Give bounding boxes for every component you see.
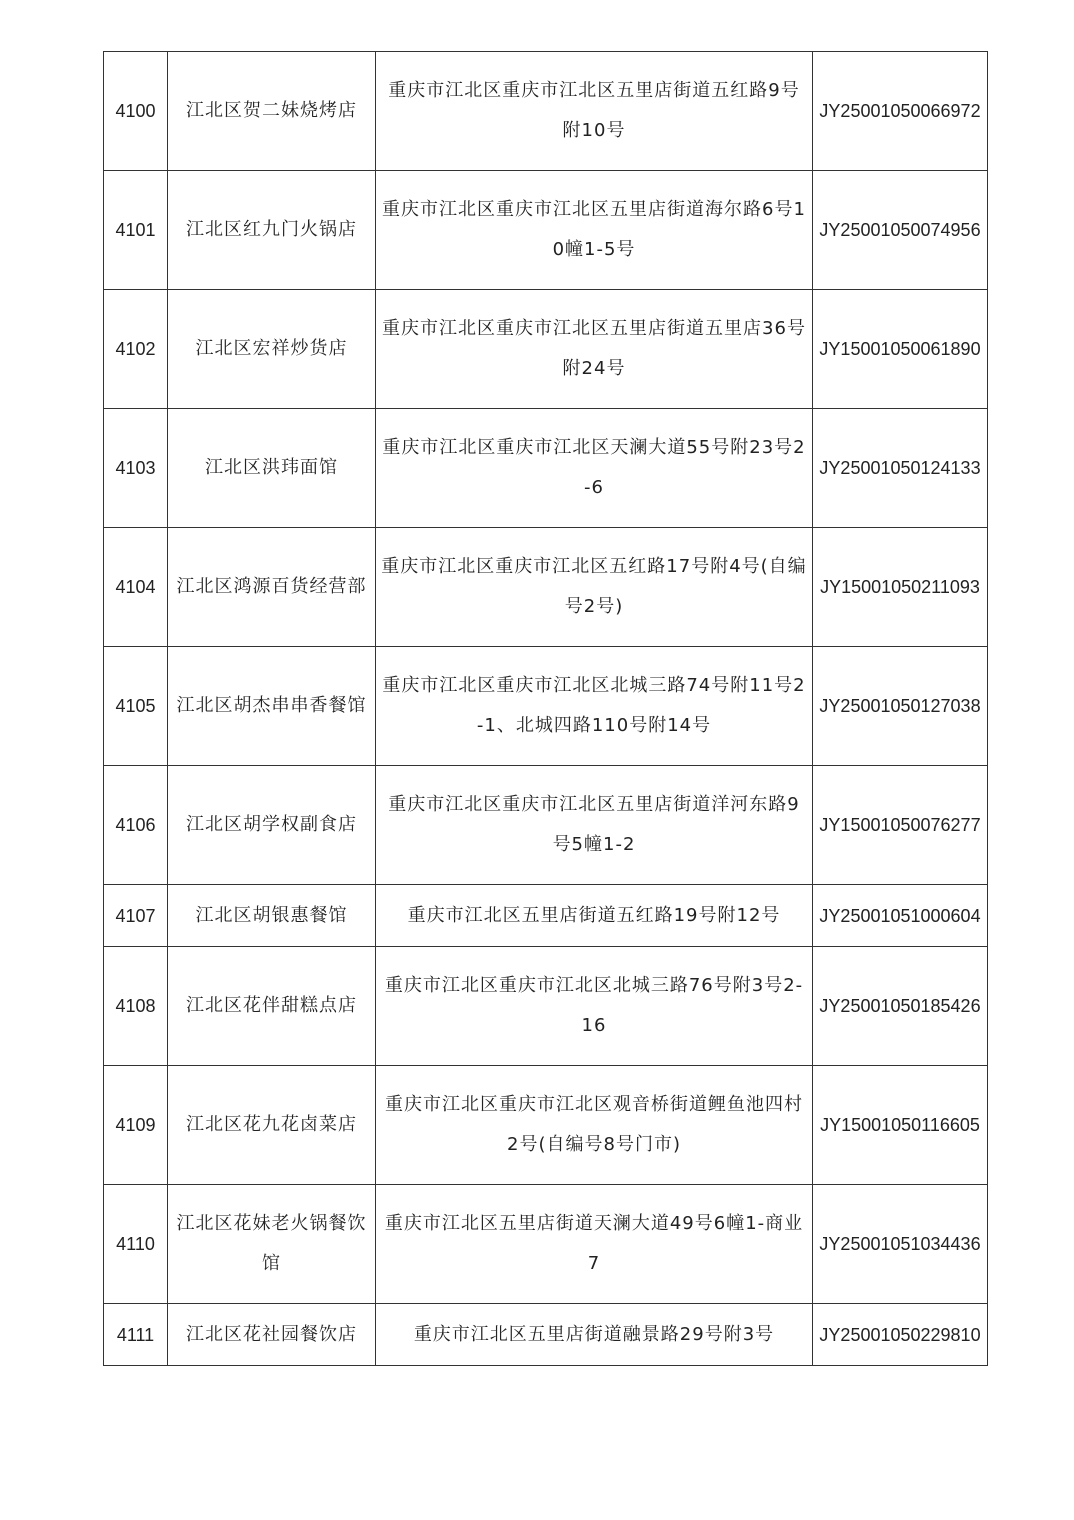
- license-number-cell: JY25001050127038: [813, 647, 988, 766]
- table-row: [104, 171, 988, 290]
- serial-number-cell: 4107: [104, 885, 168, 947]
- serial-number-cell: 4106: [104, 766, 168, 885]
- serial-number-cell: 4102: [104, 290, 168, 409]
- business-name-cell: 江北区红九门火锅店: [168, 171, 376, 290]
- business-name-cell: 江北区胡银惠餐馆: [168, 885, 376, 947]
- table-row: [104, 409, 988, 528]
- address-cell: 重庆市江北区五里店街道天澜大道49号6幢1-商业7: [376, 1185, 813, 1304]
- records-table: [103, 51, 988, 1366]
- serial-number-cell: 4103: [104, 409, 168, 528]
- serial-number-cell: 4108: [104, 947, 168, 1066]
- table-row: [104, 947, 988, 1066]
- serial-number-cell: 4110: [104, 1185, 168, 1304]
- table-row: [104, 528, 988, 647]
- license-number-cell: JY25001050074956: [813, 171, 988, 290]
- address-cell: 重庆市江北区重庆市江北区五里店街道海尔路6号10幢1-5号: [376, 171, 813, 290]
- address-cell: 重庆市江北区五里店街道五红路19号附12号: [376, 885, 813, 947]
- license-number-cell: JY15001050211093: [813, 528, 988, 647]
- address-cell: 重庆市江北区重庆市江北区五红路17号附4号(自编号2号): [376, 528, 813, 647]
- table-row: [104, 766, 988, 885]
- business-name-cell: 江北区花九花卤菜店: [168, 1066, 376, 1185]
- serial-number-cell: 4100: [104, 52, 168, 171]
- table-row: [104, 52, 988, 171]
- address-cell: 重庆市江北区重庆市江北区天澜大道55号附23号2-6: [376, 409, 813, 528]
- license-number-cell: JY25001050229810: [813, 1304, 988, 1366]
- business-name-cell: 江北区胡学权副食店: [168, 766, 376, 885]
- serial-number-cell: 4111: [104, 1304, 168, 1366]
- license-number-cell: JY25001051000604: [813, 885, 988, 947]
- business-name-cell: 江北区花妹老火锅餐饮馆: [168, 1185, 376, 1304]
- address-cell: 重庆市江北区重庆市江北区五里店街道五里店36号附24号: [376, 290, 813, 409]
- address-cell: 重庆市江北区重庆市江北区北城三路76号附3号2-16: [376, 947, 813, 1066]
- license-number-cell: JY15001050076277: [813, 766, 988, 885]
- business-name-cell: 江北区鸿源百货经营部: [168, 528, 376, 647]
- business-name-cell: 江北区宏祥炒货店: [168, 290, 376, 409]
- address-cell: 重庆市江北区重庆市江北区北城三路74号附11号2-1、北城四路110号附14号: [376, 647, 813, 766]
- business-name-cell: 江北区花伴甜糕点店: [168, 947, 376, 1066]
- license-number-cell: JY15001050061890: [813, 290, 988, 409]
- table-row: [104, 290, 988, 409]
- license-number-cell: JY25001050185426: [813, 947, 988, 1066]
- serial-number-cell: 4109: [104, 1066, 168, 1185]
- records-table-body: [104, 52, 988, 1366]
- license-number-cell: JY25001051034436: [813, 1185, 988, 1304]
- business-name-cell: 江北区花社园餐饮店: [168, 1304, 376, 1366]
- business-name-cell: 江北区胡杰串串香餐馆: [168, 647, 376, 766]
- license-number-cell: JY25001050124133: [813, 409, 988, 528]
- serial-number-cell: 4101: [104, 171, 168, 290]
- serial-number-cell: 4104: [104, 528, 168, 647]
- table-row: [104, 885, 988, 947]
- license-number-cell: JY25001050066972: [813, 52, 988, 171]
- serial-number-cell: 4105: [104, 647, 168, 766]
- table-row: [104, 647, 988, 766]
- table-row: [104, 1304, 988, 1366]
- address-cell: 重庆市江北区重庆市江北区五里店街道洋河东路9号5幢1-2: [376, 766, 813, 885]
- address-cell: 重庆市江北区重庆市江北区五里店街道五红路9号附10号: [376, 52, 813, 171]
- table-row: [104, 1185, 988, 1304]
- business-name-cell: 江北区洪玮面馆: [168, 409, 376, 528]
- table-row: [104, 1066, 988, 1185]
- license-number-cell: JY15001050116605: [813, 1066, 988, 1185]
- business-name-cell: 江北区贺二妹烧烤店: [168, 52, 376, 171]
- address-cell: 重庆市江北区重庆市江北区观音桥街道鲤鱼池四村2号(自编号8号门市): [376, 1066, 813, 1185]
- address-cell: 重庆市江北区五里店街道融景路29号附3号: [376, 1304, 813, 1366]
